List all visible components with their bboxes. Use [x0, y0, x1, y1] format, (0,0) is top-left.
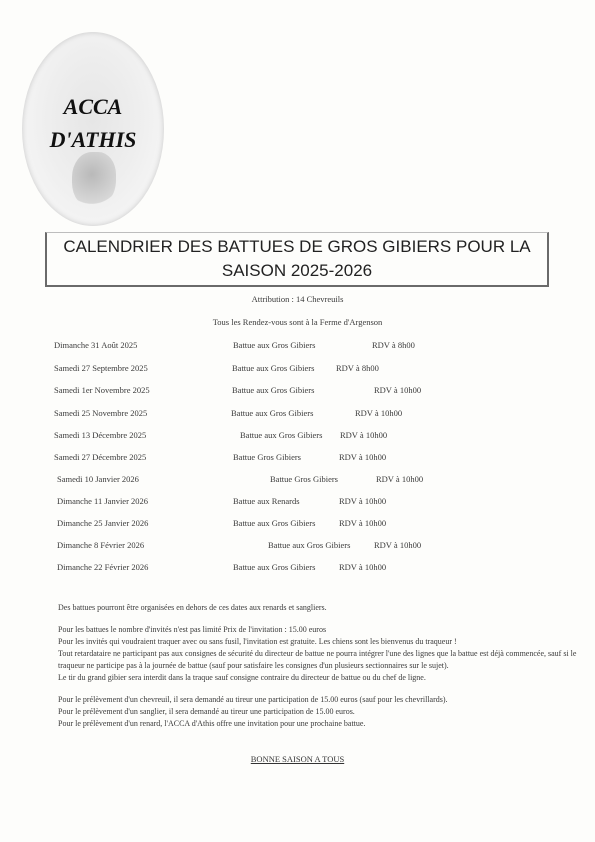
calendar-row: [0, 540, 595, 552]
calendar-rdv: RDV à 10h00: [376, 474, 424, 484]
acca-logo: [22, 32, 164, 226]
note-paragraph: Pour les invités qui voudraient traquer avec ou sans fusil, l'invitation est gratuite. Les chiens sont les bienvenus du traqueur !: [58, 637, 457, 646]
calendar-row: [0, 363, 595, 375]
calendar-row: [0, 452, 595, 464]
calendar-rdv: RDV à 10h00: [339, 562, 387, 572]
note-paragraph: Pour les battues le nombre d'invités n'est pas limité Prix de l'invitation : 15.00 euros: [58, 625, 327, 634]
note-paragraph: Pour le prélèvement d'un chevreuil, il sera demandé au tireur une participation de 15.00 euros (sauf pour les chevrillards).: [58, 695, 448, 704]
calendar-row: [0, 430, 595, 442]
note-paragraph: Pour le prélèvement d'un renard, l'ACCA d'Athis offre une invitation pour une prochaine battue.: [58, 719, 366, 728]
calendar-event: Battue aux Gros Gibiers: [233, 340, 316, 350]
calendar-date: Dimanche 25 Janvier 2026: [57, 518, 149, 528]
calendar-date: Dimanche 11 Janvier 2026: [57, 496, 149, 506]
calendar-row: [0, 385, 595, 397]
calendar-date: Samedi 1er Novembre 2025: [54, 385, 150, 395]
calendar-rdv: RDV à 10h00: [340, 430, 388, 440]
calendar-row: [0, 408, 595, 420]
calendar-date: Dimanche 22 Février 2026: [57, 562, 149, 572]
calendar-event: Battue Gros Gibiers: [233, 452, 301, 462]
note-paragraph: Le tir du grand gibier sera interdit dans la traque sauf consigne contraire du directeur de battue ou du chef de ligne.: [58, 673, 426, 682]
paper-showthrough: [455, 92, 515, 152]
meeting-note: Tous les Rendez-vous sont à la Ferme d'Argenson: [212, 317, 383, 327]
calendar-date: Dimanche 8 Février 2026: [57, 540, 145, 550]
calendar-rdv: RDV à 10h00: [339, 518, 387, 528]
note-paragraph: Pour le prélèvement d'un sanglier, il sera demandé au tireur une participation de 15.00 euros.: [58, 707, 355, 716]
calendar-row: [0, 518, 595, 530]
calendar-event: Battue aux Gros Gibiers: [231, 408, 314, 418]
title-line-1: CALENDRIER DES BATTUES DE GROS GIBIERS POUR LA: [63, 237, 531, 256]
calendar-rdv: RDV à 10h00: [339, 496, 387, 506]
title-box: [45, 232, 549, 287]
calendar-rdv: RDV à 10h00: [374, 540, 422, 550]
calendar-event: Battue aux Gros Gibiers: [240, 430, 323, 440]
calendar-rdv: RDV à 8h00: [372, 340, 415, 350]
calendar-date: Dimanche 31 Août 2025: [54, 340, 138, 350]
calendar-event: Battue aux Renards: [233, 496, 300, 506]
calendar-event: Battue aux Gros Gibiers: [268, 540, 351, 550]
calendar-rdv: RDV à 10h00: [339, 452, 387, 462]
calendar-event: Battue aux Gros Gibiers: [232, 363, 315, 373]
calendar-date: Samedi 27 Décembre 2025: [54, 452, 147, 462]
logo-line-1: ACCA: [63, 94, 123, 119]
note-paragraph: traqueur ne participe pas à la journée de battue (sauf pour satisfaire les consignes d'un plusieurs sectionnaires sur le sujet).: [58, 661, 449, 670]
calendar-event: Battue aux Gros Gibiers: [233, 562, 316, 572]
calendar-rdv: RDV à 10h00: [355, 408, 403, 418]
calendar-row: [0, 340, 595, 352]
calendar-row: [0, 562, 595, 574]
calendar-date: Samedi 10 Janvier 2026: [57, 474, 139, 484]
calendar-date: Samedi 27 Septembre 2025: [54, 363, 148, 373]
calendar-event: Battue aux Gros Gibiers: [233, 518, 316, 528]
calendar-row: [0, 496, 595, 508]
calendar-date: Samedi 13 Décembre 2025: [54, 430, 147, 440]
calendar-event: Battue Gros Gibiers: [270, 474, 338, 484]
attribution: Attribution : 14 Chevreuils: [251, 294, 344, 304]
calendar-event: Battue aux Gros Gibiers: [232, 385, 315, 395]
calendar-rdv: RDV à 10h00: [374, 385, 422, 395]
closing-message: BONNE SAISON A TOUS: [250, 754, 345, 764]
page-title: [47, 235, 547, 283]
logo-line-2: D'ATHIS: [49, 127, 137, 152]
calendar-rdv: RDV à 8h00: [336, 363, 379, 373]
note-extra-battues: Des battues pourront être organisées en dehors de ces dates aux renards et sangliers.: [58, 603, 327, 612]
calendar-date: Samedi 25 Novembre 2025: [54, 408, 148, 418]
logo-emblem-icon: [72, 152, 116, 208]
title-line-2: SAISON 2025-2026: [221, 261, 373, 280]
note-paragraph: Tout retardataire ne participant pas aux consignes de sécurité du directeur de battue ne pourra intégrer l'une des lignes que la battue est déjà commencée, sauf si le: [58, 649, 577, 658]
calendar-row: [0, 474, 595, 486]
